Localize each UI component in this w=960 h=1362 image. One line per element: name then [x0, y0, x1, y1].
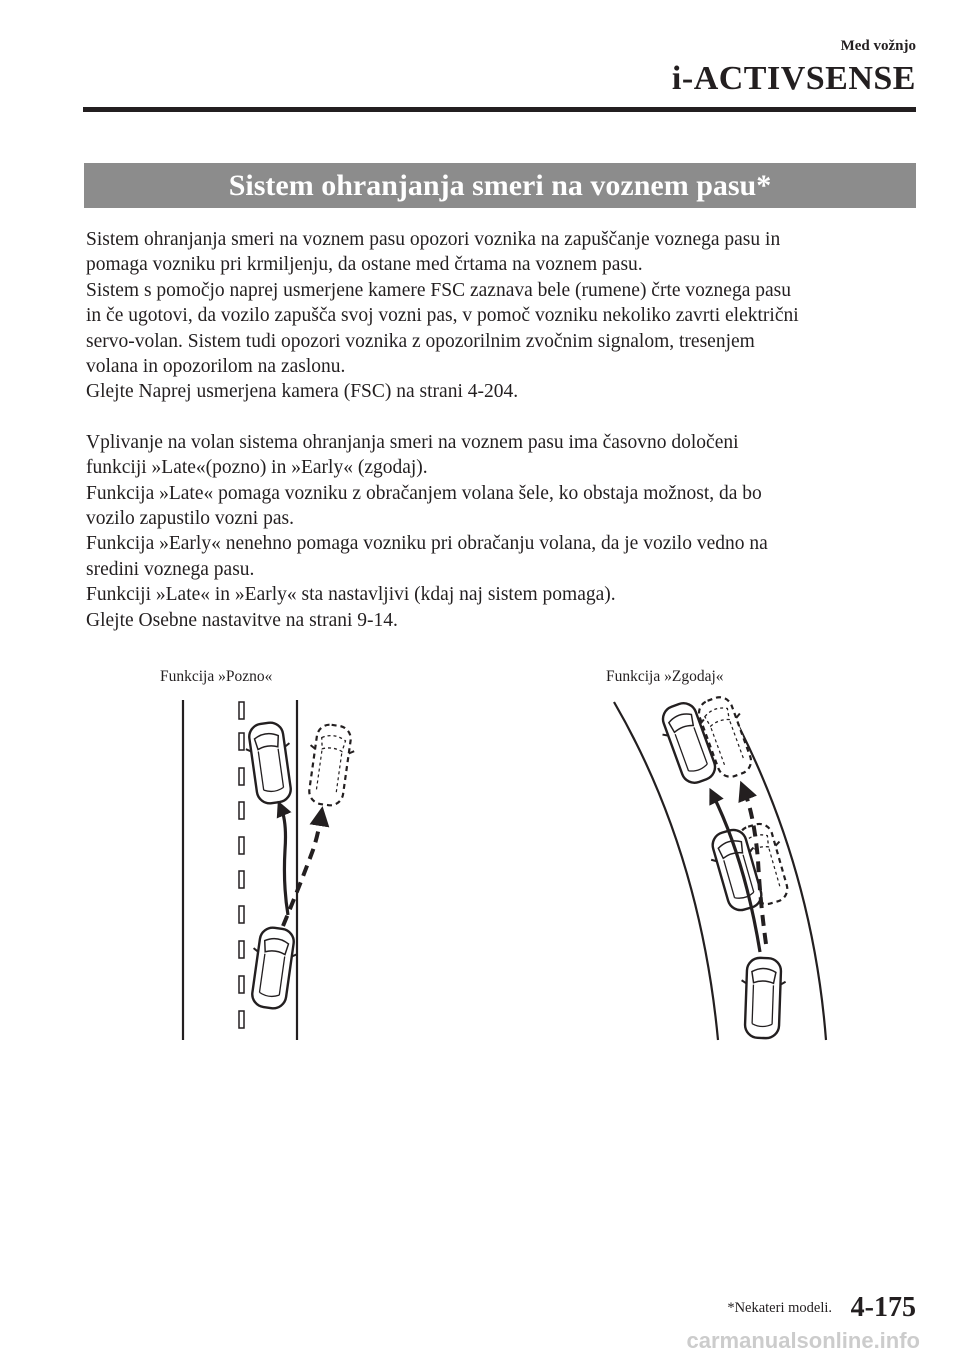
paragraph-line: Funkciji »Late« in »Early« sta nastavljivi (kdaj naj sistem pomaga). — [86, 584, 616, 606]
paragraph-line: servo-volan. Sistem tudi opozori voznika z opozorilnim zvočnim signalom, tresenjem — [86, 330, 755, 352]
car-outline-icon — [303, 722, 358, 807]
paragraph-line: vozilo zapustilo vozni pas. — [86, 508, 294, 530]
cross-reference: Glejte Osebne nastavitve na strani 9-14. — [86, 609, 398, 631]
early-diagram — [614, 692, 826, 1040]
paragraph-line: volana in opozorilom na zaslonu. — [86, 356, 346, 378]
page-number: 4-175 — [850, 1292, 916, 1323]
steering-arrow-solid — [281, 808, 288, 915]
dashed-center-line — [239, 702, 244, 1028]
late-function-label: Funkcija »Pozno« — [160, 668, 273, 685]
paragraph-line: Vplivanje na volan sistema ohranjanja smeri na voznem pasu ima časovno določeni — [86, 431, 739, 453]
paragraph-line: funkciji »Late«(pozno) in »Early« (zgodaj). — [86, 457, 428, 479]
early-function-label: Funkcija »Zgodaj« — [606, 668, 724, 685]
car-icon — [740, 957, 787, 1038]
paragraph-line: Sistem s pomočjo naprej usmerjene kamere FSC zaznava bele (rumene) črte voznega pasu — [86, 279, 791, 301]
paragraph-line: in če ugotovi, da vozilo zapušča svoj vozni pas, v pomoč vozniku nekoliko zavrti električni — [86, 305, 799, 327]
cross-reference: Glejte Naprej usmerjena kamera (FSC) na strani 4-204. — [86, 381, 519, 403]
paragraph-line: Funkcija »Late« pomaga vozniku z obračanjem volana šele, ko obstaja možnost, da bo — [86, 482, 762, 504]
paragraph-line: Sistem ohranjanja smeri na voznem pasu opozori voznika na zapuščanje voznega pasu in — [86, 229, 781, 250]
chapter-title: Med vožnjo — [840, 38, 916, 54]
watermark: carmanualsonline.info — [686, 1328, 920, 1353]
paragraph-line: sredini voznega pasu. — [86, 558, 255, 580]
car-icon — [243, 720, 298, 805]
paragraph-line: pomaga vozniku pri krmiljenju, da ostane med črtama na voznem pasu. — [86, 254, 643, 276]
late-diagram — [183, 700, 357, 1040]
paragraph-line: Funkcija »Early« nenehno pomaga vozniku pri obračanju volana, da je vozilo vedno na — [86, 533, 768, 555]
topic-banner: Sistem ohranjanja smeri na voznem pasu* — [84, 163, 916, 208]
footnote: *Nekateri modeli. — [727, 1300, 832, 1316]
car-icon — [246, 925, 301, 1010]
section-title: i-ACTIVSENSE — [671, 60, 916, 97]
